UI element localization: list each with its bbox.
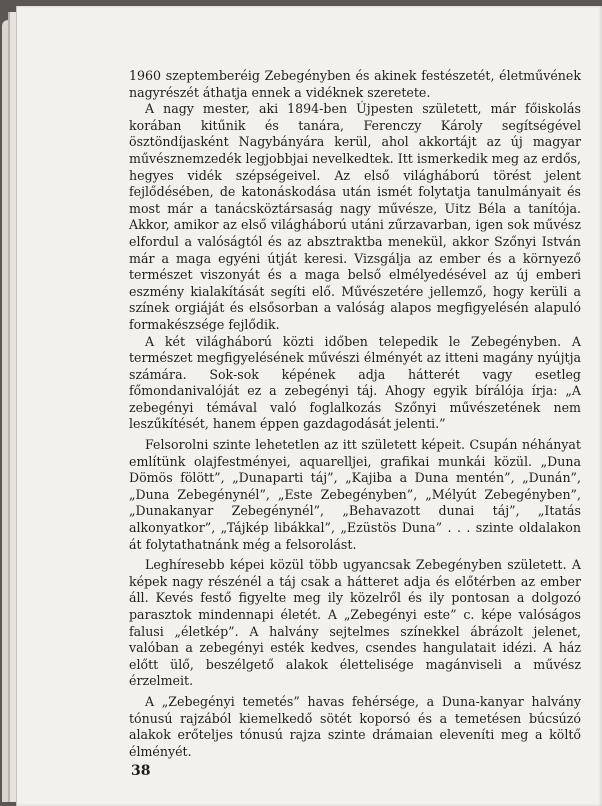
paragraph-3: A két világháború közti időben telepedik le Zebegényben. A természet megfigyelésének művészi élményét az itteni magány nyújtja számára. Sok-sok képének adja hátterét vagy esetleg főmondanivalóját ez a zebegényi táj. Ahogy egyik bírálója írja: „A zebegényi témával való foglalkozás Szőnyi művészetének nem leszűkítését, hanem éppen gazdagodását jelenti.” xyxy=(129,333,581,432)
paragraph-6: A „Zebegényi temetés” havas fehérsége, a Duna-kanyar halvány tónusú rajzából kiemelkedő sötét koporsó és a temetésen búcsúzó alakok erőteljes tónusú rajza szinte drámaian eleveníti meg a költő élményét. xyxy=(129,693,581,759)
book-page xyxy=(16,6,602,806)
paragraph-4: Felsorolni szinte lehetetlen az itt született képeit. Csupán néhányat említünk olajfestményei, aquarelljei, grafikai munkái közül. „Duna Dömös fölött”, „Dunaparti táj”, „Kajiba a Duna mentén”, „Dunán”, „Duna Zebegénynél”, „Este Zebegényben”, „Mélyút Zebegényben”, „Dunakanyar Zebegénynél”, „Behavazott dunai táj”, „Itatás alkonyatkor”, „Tájkép libákkal”, „Ezüstös Duna” . . . szinte oldalakon át folytathatnánk még a felsorolást. xyxy=(129,437,581,552)
page-number: 38 xyxy=(131,763,151,779)
body-text xyxy=(129,68,581,760)
paragraph-5: Leghíresebb képei közül több ugyancsak Zebegényben született. A képek nagy részénél a táj csak a hátteret adja és előtérben az ember áll. Kevés festő figyelte meg ily közelről és ily pontosan a dolgozó parasztok mindennapi életét. A „Zebegényi este” c. képe valóságos falusi „életkép”. A halvány sejtelmes színekkel ábrázolt jelenet, valóban a zebegényi esték kedves, csendes hangulatait idézi. A ház előtt ülő, beszélgető alakok élettelisége magánviseli a művész érzelmeit. xyxy=(129,557,581,689)
paragraph-1: 1960 szeptemberéig Zebegényben és akinek festészetét, életművének nagyrészét áthatja ennek a vidéknek szeretete. xyxy=(129,68,581,100)
paragraph-2: A nagy mester, aki 1894-ben Újpesten született, már főiskolás korában kitűnik és tanára, Ferenczy Károly segítségével ösztöndíjasként Nagybányára kerül, ahol akkortájt az új magyar művésznemzedék legjobbjai nevelkedtek. Itt ismerkedik meg az erdős, hegyes vidék szépségeivel. Az első világháború törést jelent fejlődésében, de katonáskodása után ismét folytatja tanulmányait és most már a tanácsköztársaság nagy művésze, Uitz Béla a tanítója. Akkor, amikor az első világháború utáni zűrzavarban, igen sok művész elfordul a valóságtól és az absztraktba menekül, akkor Szőnyi István már a maga egyéni útját keresi. Vizsgálja az ember és a környező természet viszonyát és a maga belső elmélyedésével az új emberi eszmény kialakítását segíti elő. Művészetére jellemző, hogy kerüli a színek orgiáját és elsősorban a valóság alapos megfigyelésén alapuló formakészsége fejlődik. xyxy=(129,101,581,332)
